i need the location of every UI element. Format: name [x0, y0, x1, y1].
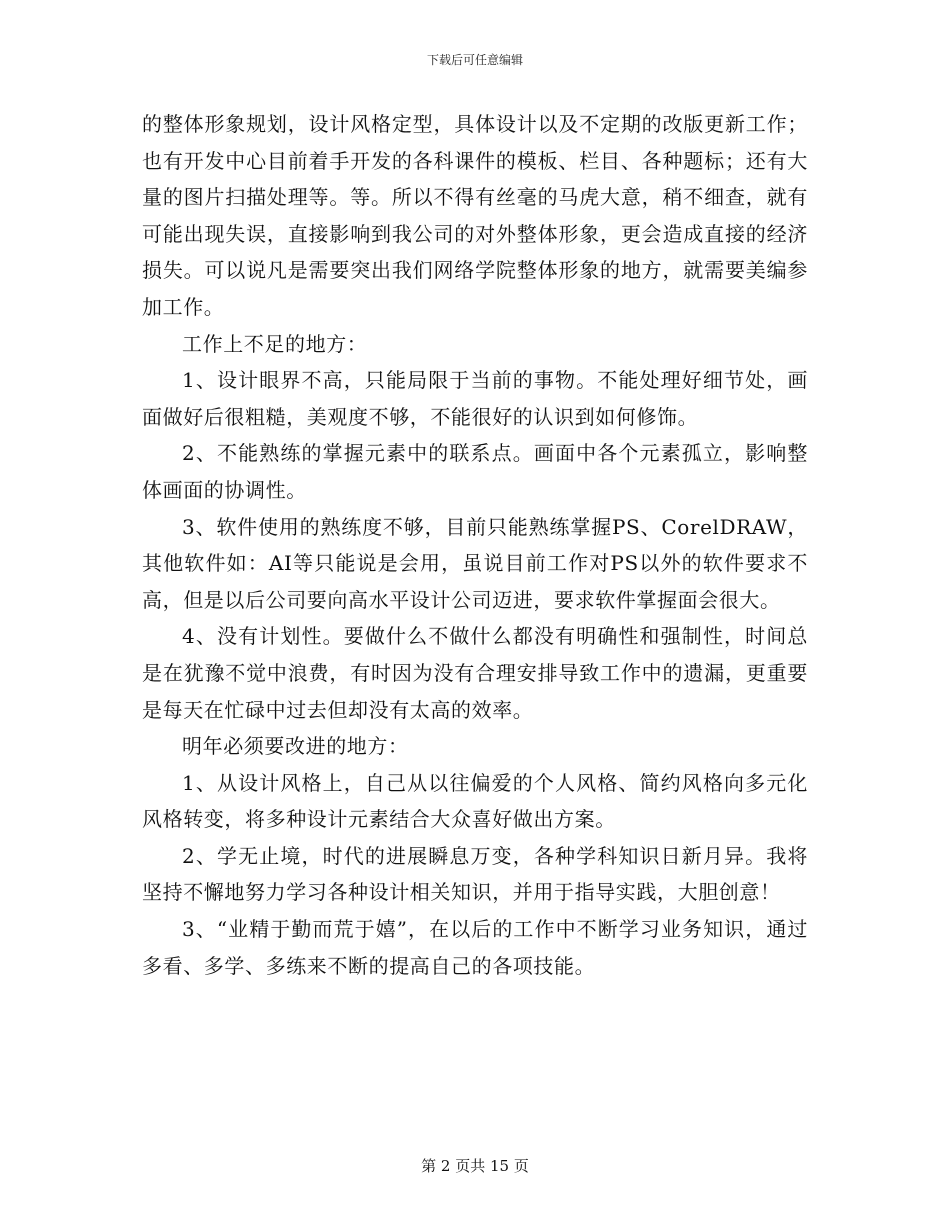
- page-footer: 第 2 页共 15 页: [421, 1157, 529, 1175]
- list-item: 2、不能熟练的掌握元素中的联系点。画面中各个元素孤立，影响整体画面的协调性。: [142, 441, 808, 502]
- list-item: 4、没有计划性。要做什么不做什么都没有明确性和强制性，时间总是在犹豫不觉中浪费，有时因为没有合理安排导致工作中的遗漏，更重要是每天在忙碌中过去但却没有太高的效率。: [142, 624, 808, 722]
- page-header: 下载后可任意编辑: [426, 53, 523, 67]
- list-item: 1、设计眼界不高，只能局限于当前的事物。不能处理好细节处，画面做好后很粗糙，美观度不够，不能很好的认识到如何修饰。: [142, 368, 808, 429]
- list-item: 3、“业精于勤而荒于嬉”，在以后的工作中不断学习业务知识，通过多看、多学、多练来不断的提高自己的各项技能。: [142, 917, 808, 978]
- section-heading: 明年必须要改进的地方：: [182, 734, 409, 759]
- paragraph: 的整体形象规划，设计风格定型，具体设计以及不定期的改版更新工作；也有开发中心目前着手开发的各科课件的模板、栏目、各种题标；还有大量的图片扫描处理等。等。所以不得有丝毫的马虎大意，稍不细查，就有可能出现失误，直接影响到我公司的对外整体形象，更会造成直接的经济损失。可以说凡是需要突出我们网络学院整体形象的地方，就需要美编参加工作。: [142, 112, 808, 319]
- list-item: 3、软件使用的熟练度不够，目前只能熟练掌握PS、CorelDRAW，其他软件如：AI等只能说是会用，虽说目前工作对PS以外的软件要求不高，但是以后公司要向高水平设计公司迈进，要求软件掌握面会很大。: [142, 514, 808, 612]
- section-heading: 工作上不足的地方：: [182, 331, 368, 356]
- list-item: 2、学无止境，时代的进展瞬息万变，各种学科知识日新月异。我将坚持不懈地努力学习各种设计相关知识，并用于指导实践，大胆创意！: [142, 843, 808, 905]
- document-body: [142, 106, 808, 984]
- list-item: 1、从设计风格上，自己从以往偏爱的个人风格、简约风格向多元化风格转变，将多种设计元素结合大众喜好做出方案。: [142, 770, 808, 832]
